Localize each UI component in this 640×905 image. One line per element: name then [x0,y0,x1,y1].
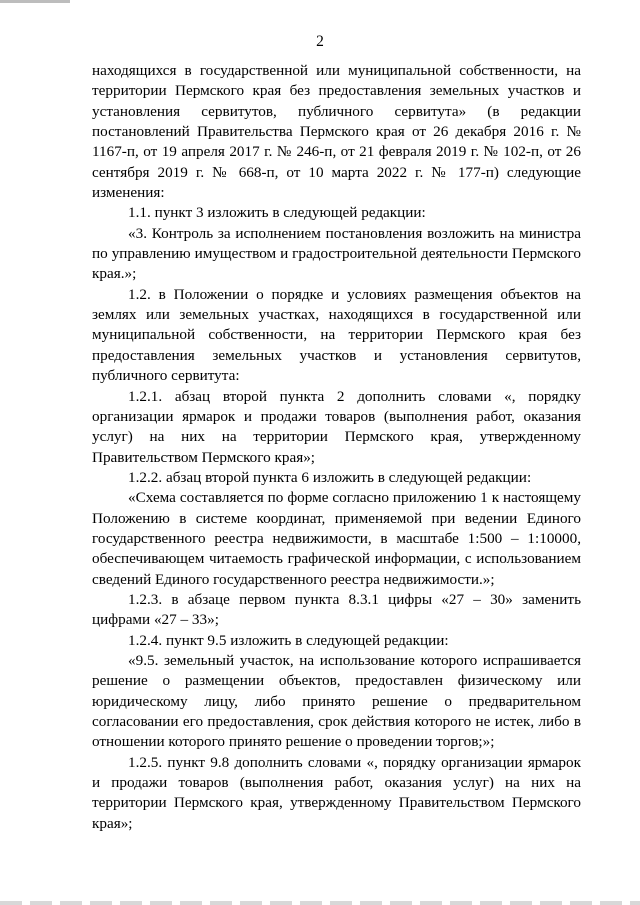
paragraph-1-2-2: 1.2.2. абзац второй пункта 6 изложить в следующей редакции: [128,468,532,486]
paragraph-1-2-4-text: «9.5. земельный участок, на использование которого испрашивается решение о размещении объектов, предоставлен физическому или юридическому лицу, либо принято решение о предварительном согласовании его предоставления, срок действия которого не истек, либо в отношении которого принято решение о проведении торгов;»; [92,651,581,751]
paragraph-1-1-text: «3. Контроль за исполнением постановления возложить на министра по управлению имуществом и градостроительной деятельности Пермского края.»; [92,224,581,283]
paragraph-1-2-2-text: «Схема составляется по форме согласно приложению 1 к настоящему Положению в системе координат, применяемой при ведении Единого государственного реестра недвижимости, в масштабе 1:500 – 1:10000, обеспечивающем читаемость графической информации, с использованием сведений Единого государственного реестра недвижимости.»; [92,489,581,588]
page-number: 2 [316,33,324,50]
scan-artifact-top [0,0,70,3]
paragraph-1-2-1: 1.2.1. абзац второй пункта 2 дополнить словами «, порядку организации ярмарок и продажи товаров (выполнения работ, оказания услуг) на них на территории Пермского края, утвержденному Правительством Пермского края»; [92,387,581,466]
paragraph-intro-continuation: находящихся в государственной или муниципальной собственности, на территории Пермского края без предоставления земельных участков и установления сервитутов, публичного сервитута» (в редакции постановлений Правительства Пермского края от 26 декабря 2016 г. № 1167-п, от 19 апреля 2017 г. № 246-п, от 21 февраля 2019 г. № 102-п, от 26 сентября 2019 г. № 668-п, от 10 марта 2022 г. № 177-п) следующие изменения: [92,62,581,202]
paragraph-1-2: 1.2. в Положении о порядке и условиях размещения объектов на землях или земельных участках, находящихся в государственной или муниципальной собственности, на территории Пермского края без предоставления земельных участков и установления сервитутов, публичного сервитута: [92,285,581,385]
paragraph-1-1: 1.1. пункт 3 изложить в следующей редакции: [128,204,426,222]
paragraph-1-2-4: 1.2.4. пункт 9.5 изложить в следующей редакции: [128,631,449,649]
paragraph-1-2-5: 1.2.5. пункт 9.8 дополнить словами «, порядку организации ярмарок и продажи товаров (выполнения работ, оказания услуг) на них на территории Пермского края, утвержденному Правительством Пермского края»; [92,753,581,832]
document-body [92,61,581,834]
paragraph-1-2-3: 1.2.3. в абзаце первом пункта 8.3.1 цифры «27 – 30» заменить цифрами «27 – 33»; [92,590,581,629]
scan-artifact-bottom [0,901,640,905]
